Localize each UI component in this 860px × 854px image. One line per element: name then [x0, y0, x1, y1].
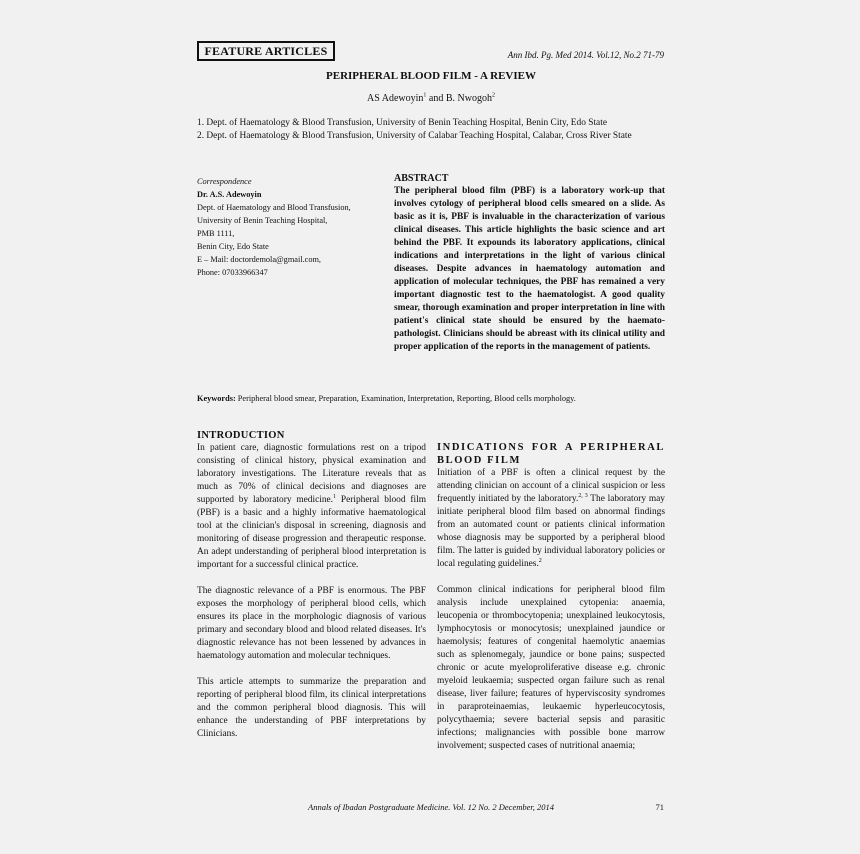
author-line [197, 93, 665, 104]
keywords-text: Peripheral blood smear, Preparation, Examination, Interpretation, Reporting, Blood cells morphology. [235, 394, 576, 403]
correspondence-pmb: PMB 1111, [197, 229, 235, 238]
introduction-paragraph-1 [197, 442, 426, 572]
ind-p1-text-a: Initiation of a PBF is often a clinical request by the attending clinician on account of a clinical suspicion or less frequently initiated by the laboratory. [437, 468, 665, 504]
indications-paragraph-2: Common clinical indications for peripheral blood film analysis include unexplained cytopenia: anaemia, leucopenia or thrombocytopenia; unexplained leukocytosis, lymphocytosis or monocytosis; unexplained jaundice or haemolysis; features of congenital haemolytic anaemias such as splenomegaly, jaundice or bone pains; suspected chronic or acute myeloproliferative disease e.g. chronic myeloid leukaemia; suspected organ failure such as renal disease, liver failure; features of hyperviscosity syndromes in paraproteinaemias, leukaemic hyperleucocytosis, polycythaemia; severe bacterial sepsis and parasitic infections; malignancies with possible bone marrow involvement; suspected cases of nutritional anaemia; [437, 585, 665, 751]
keywords-label: Keywords: [197, 394, 236, 403]
ind-p1-text-b: The laboratory may initiate peripheral blood film based on abnormal findings from an automated count or patients clinical information whose diagnosis may be supported by a peripheral blood film. The latter is guided by individual laboratory policies or local regulating guidelines. [437, 494, 665, 569]
affiliations [197, 117, 665, 143]
abstract-block [394, 172, 665, 354]
right-column [437, 441, 665, 753]
affiliation-1: 1. Dept. of Haematology & Blood Transfusion, University of Benin Teaching Hospital, Benin City, Edo State [197, 118, 607, 128]
journal-reference: Ann Ibd. Pg. Med 2014. Vol.12, No.2 71-79 [507, 50, 664, 60]
introduction-paragraph-3: This article attempts to summarize the preparation and reporting of peripheral blood film, its clinical interpretations and the common peripheral blood diagnosis. This will enhance the understanding of PBF interpretations by Clinicians. [197, 677, 426, 739]
correspondence-name: Dr. A.S. Adewoyin [197, 190, 262, 199]
page-number: 71 [655, 802, 664, 812]
section-label: FEATURE ARTICLES [204, 43, 328, 58]
introduction-heading: INTRODUCTION [197, 430, 285, 441]
ind-p1-citation-1: 2, 3 [578, 492, 588, 499]
article-title: PERIPHERAL BLOOD FILM - A REVIEW [326, 70, 536, 82]
correspondence-label: Correspondence [197, 177, 252, 186]
author-1-sup: 1 [423, 92, 427, 99]
section-label-box [197, 41, 335, 61]
intro-p1-text-a: In patient care, diagnostic formulations rest on a tripod consisting of clinical history, physical examination and laboratory investigations. The Literature reveals that as much as 70% of clinical decisions and diagnoses are supported by laboratory medicine. [197, 443, 426, 505]
ind-p1-citation-2: 2 [538, 557, 542, 564]
abstract-heading: ABSTRACT [394, 173, 449, 184]
correspondence-hospital: University of Benin Teaching Hospital, [197, 216, 328, 225]
abstract-text: The peripheral blood film (PBF) is a laboratory work-up that involves cytology of peripheral blood cells smeared on a slide. As basic as it is, PBF is invaluable in the characterization of various clinical diseases. This article highlights the basic science and art behind the PBF. It expounds its laboratory applications, clinical indications and interpretations in the light of various clinical diseases. Despite advances in haematology automation and application of molecular techniques, the PBF has remained a very important diagnostic test to the haematologist. A good quality smear, thorough examination and proper interpretation in line with patient's clinical state should be ensured by the haemato-pathologist. Clinicians should be abreast with its clinical utility and proper application of the reports in the management of patients. [394, 186, 665, 352]
left-column [197, 429, 426, 741]
footer-journal: Annals of Ibadan Postgraduate Medicine. Vol. 12 No. 2 December, 2014 [308, 802, 554, 812]
keywords-line [197, 394, 665, 403]
author-join: and [426, 93, 446, 104]
correspondence-city: Benin City, Edo State [197, 242, 269, 251]
indications-paragraph-1 [437, 467, 665, 571]
intro-p1-text-b: Peripheral blood film (PBF) is a basic and a highly informative haematological tool at the clinician's disposal in screening, diagnosis and monitoring of disease progression and therapeutic response. An adept understanding of peripheral blood interpretation is important for a successful clinical practice. [197, 495, 426, 570]
author-1: AS Adewoyin [367, 93, 424, 104]
correspondence-dept: Dept. of Haematology and Blood Transfusion, [197, 203, 351, 212]
affiliation-2: 2. Dept. of Haematology & Blood Transfusion, University of Calabar Teaching Hospital, Calabar, Cross River State [197, 131, 632, 141]
intro-p1-citation: 1 [333, 493, 337, 500]
author-2-sup: 2 [491, 92, 495, 99]
correspondence-email: E – Mail: doctordemola@gmail.com, [197, 255, 321, 264]
indications-heading: INDICATIONS FOR A PERIPHERAL BLOOD FILM [437, 442, 665, 466]
author-2: B. Nwogoh [445, 93, 492, 104]
correspondence-block [197, 175, 385, 279]
introduction-paragraph-2: The diagnostic relevance of a PBF is enormous. The PBF exposes the morphology of peripheral blood cells, which ensures its place in the morphologic diagnosis of various primary and secondary blood and blood related diseases. It's diagnostic relevance has not been lessened by advances in haematology automation and molecular techniques. [197, 586, 426, 661]
correspondence-phone: Phone: 07033966347 [197, 268, 268, 277]
